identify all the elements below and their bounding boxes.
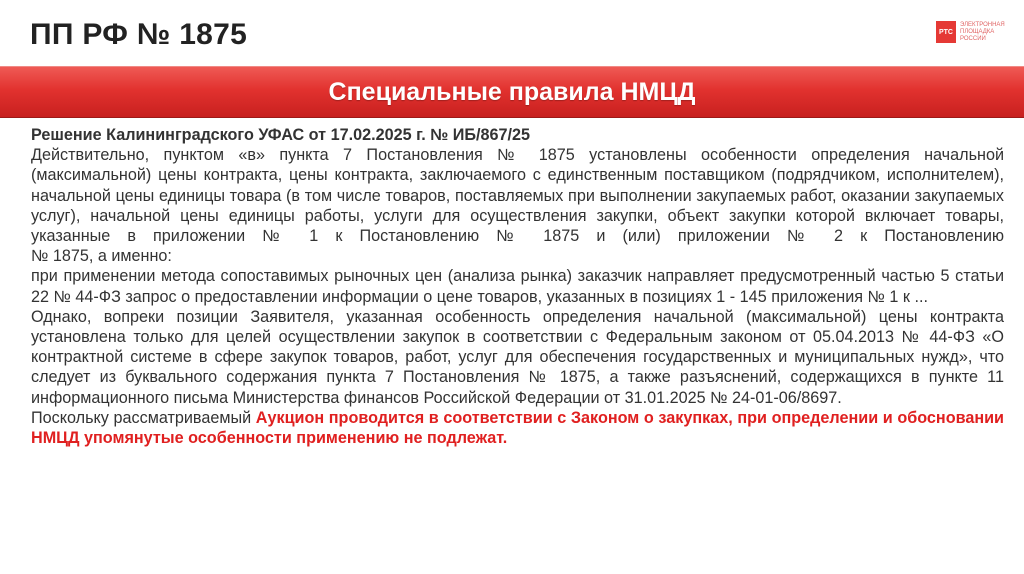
paragraph-market-method: при применении метода сопоставимых рыночных цен (анализа рынка) заказчик направляет предусмотренный частью 5 статьи 22 № 44-ФЗ запрос о предоставлении информации о цене товаров, указанных в позициях 1 - 145 приложения № 1 к ...: [31, 267, 1004, 306]
paragraph-features-end: № 1875, а именно:: [31, 247, 172, 266]
company-logo: [936, 21, 1012, 43]
title-banner: [0, 66, 1024, 118]
banner-title: Специальные правила НМЦД: [328, 78, 696, 106]
decision-heading: Решение Калининградского УФАС от 17.02.2025 г. № ИБ/867/25: [31, 126, 531, 144]
paragraph-however: Однако, вопреки позиции Заявителя, указанная особенность определения начальной (максимальной) цены контракта установлена только для целей осуществлении закупок в соответствии с Федеральным законом от 05.04.2013 № 44-ФЗ «О контрактной системе в сфере закупок товаров, работ, услуг для обеспечения государственных и муниципальных нужд», что следует из буквального содержания пункта 7 Постановления № 1875, а также разъяснений, содержащихся в пункте 11 информационного письма Министерства финансов Российской Федерации от 31.01.2025 № 24-01-06/8697.: [31, 307, 1004, 407]
logo-mark-icon: РТС: [936, 21, 956, 43]
paragraph-features: Действительно, пунктом «в» пункта 7 Постановления № 1875 установлены особенности определения начальной (максимальной) цены контракта, цены контракта, заключаемого с единственным поставщиком (подрядчиком, исполнителем), начальной цены единицы товара (в том числе товаров, поставляемых при выполнении закупаемых работ, оказании закупаемых услуг), начальной цены единицы работы, услуги для осуществления закупки, объект закупки которой включает товары, указанные в приложении № 1 к Постановлению № 1875 и (или) приложении № 2 к Постановлению: [31, 146, 1004, 246]
slide-title: ПП РФ № 1875: [30, 18, 248, 51]
conclusion-highlight: Аукцион проводится в соответствии с Законом о закупках, при определении и обосновании НМЦД упомянутые особенности применению не подлежат.: [31, 408, 1005, 448]
slide-body: [31, 125, 1004, 448]
logo-caption: ЭЛЕКТРОННАЯ ПЛОЩАДКА РОССИИ: [960, 21, 1005, 42]
conclusion-lead: Поскольку рассматриваемый: [31, 408, 256, 427]
paragraph-conclusion: [31, 408, 1004, 448]
